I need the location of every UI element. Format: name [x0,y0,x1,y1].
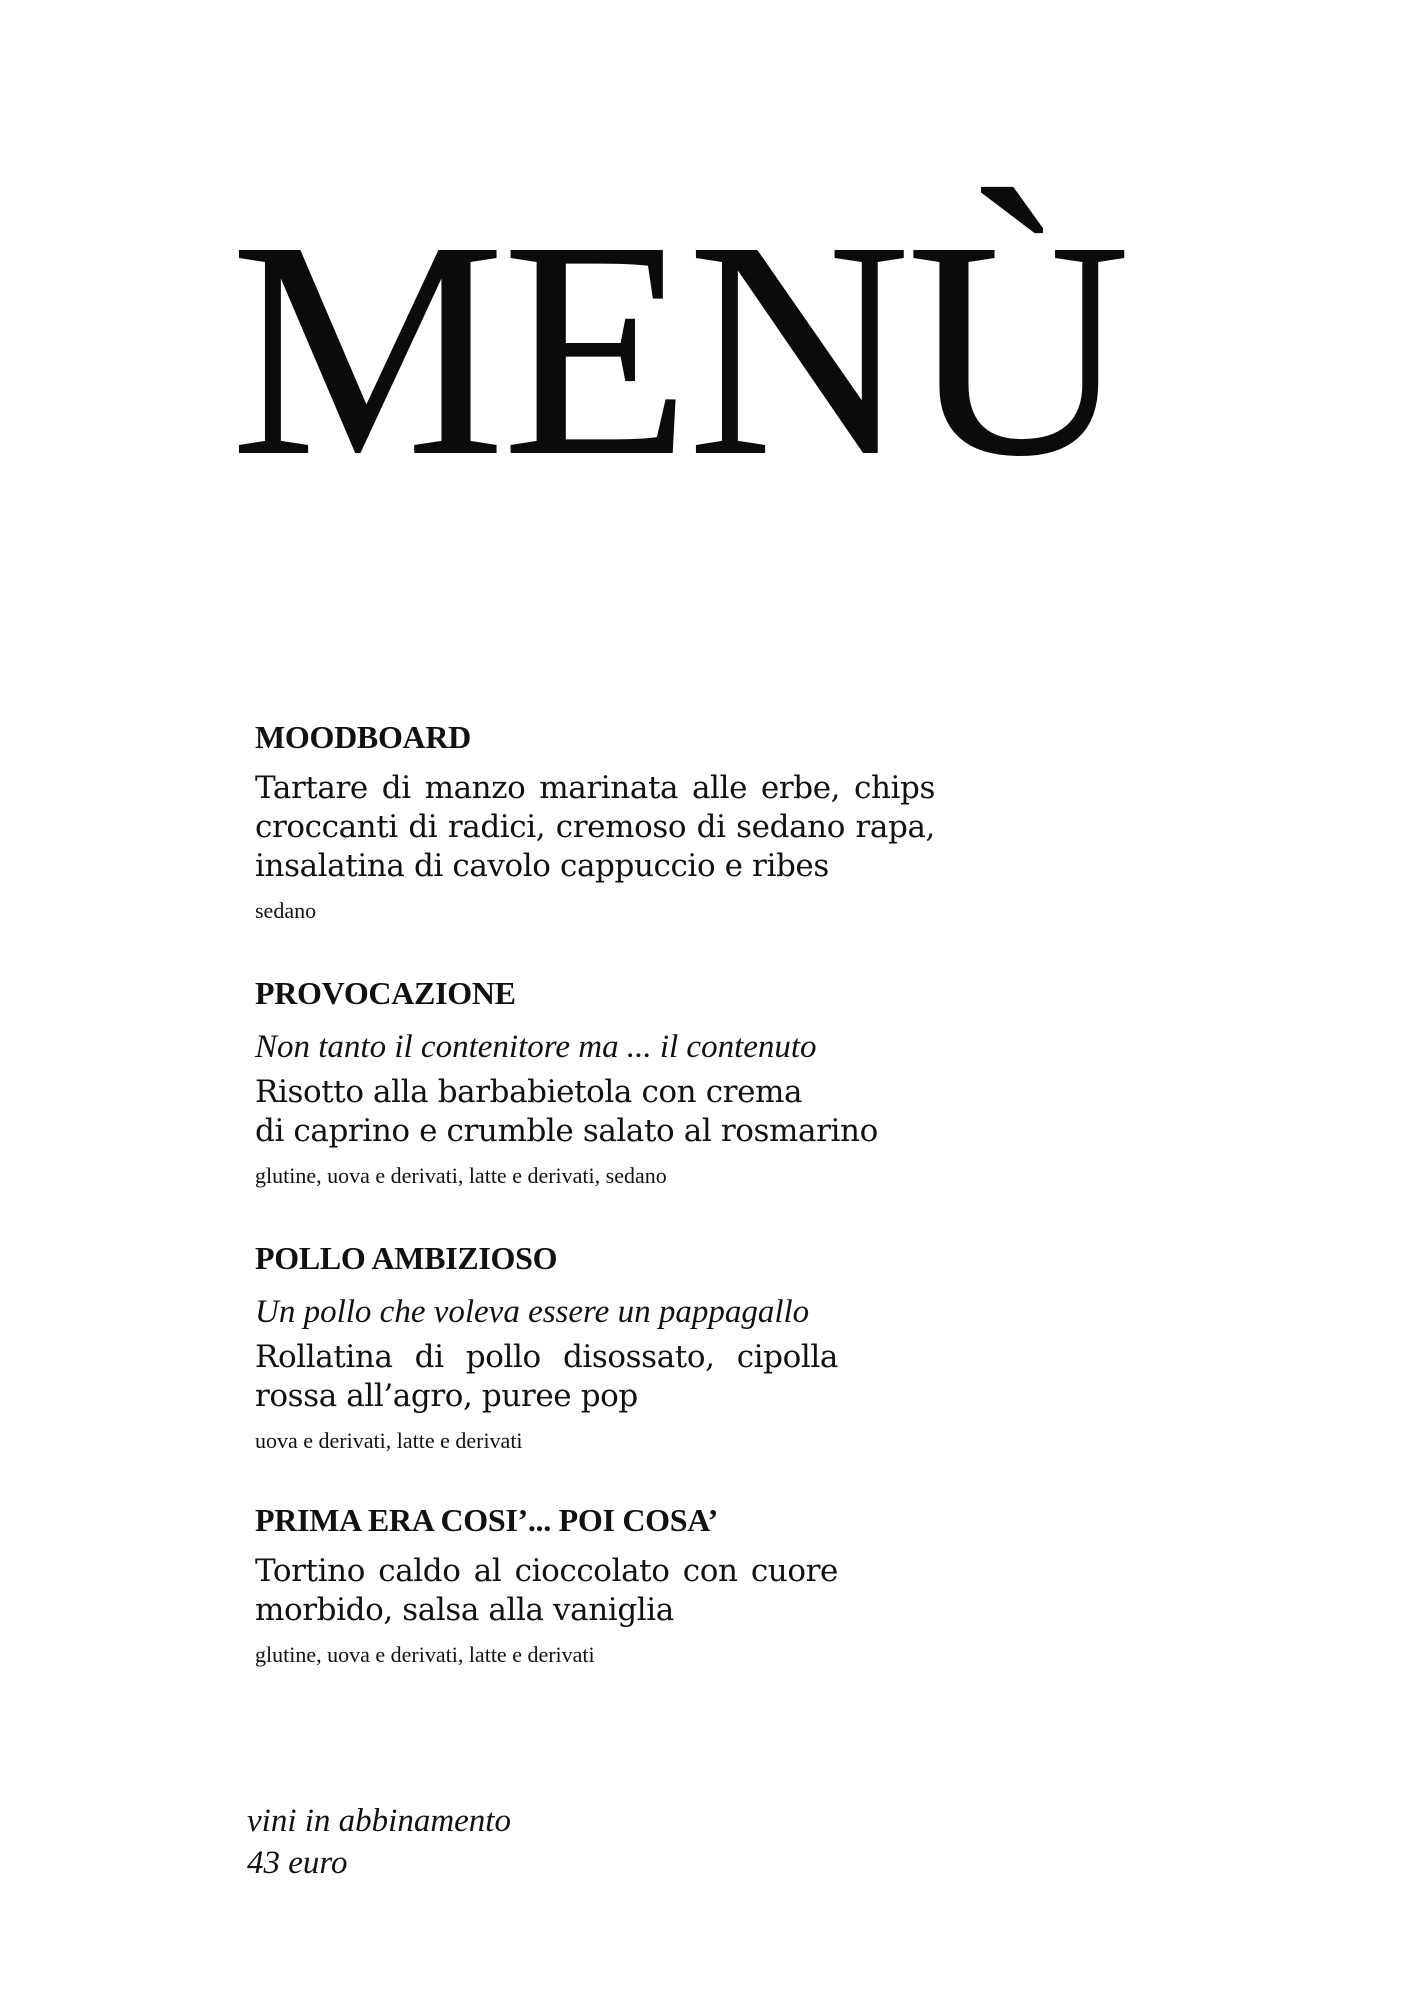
description-line: croccanti di radici, cremoso di sedano rapa, [255,809,935,845]
course-prima-era-cosi [255,1498,838,1670]
description-line: Tartare di manzo marinata alle erbe, chips [255,770,935,806]
wine-pairing-note [247,1800,747,1884]
course-description [255,1338,838,1416]
course-allergens: sedano [255,898,317,923]
course-description [255,1073,955,1151]
wine-pairing-label: vini in abbinamento [247,1803,511,1839]
course-allergens: glutine, uova e derivati, latte e derivati [255,1642,595,1667]
course-moodboard [255,715,935,926]
description-line: insalatina di cavolo cappuccio e ribes [255,848,829,884]
course-description [255,769,935,886]
description-line: morbido, salsa alla vaniglia [255,1592,674,1628]
course-name: PRIMA ERA COSI’... POI COSA’ [255,1502,719,1538]
course-list [255,715,955,1670]
description-line: Rollatina di pollo disossato, cipolla [255,1339,838,1375]
course-name: PROVOCAZIONE [255,975,516,1011]
course-pollo-ambizioso [255,1236,838,1456]
description-line: rossa all’agro, puree pop [255,1378,638,1414]
wine-pairing-price: 43 euro [247,1845,348,1881]
course-provocazione [255,971,955,1191]
course-name: POLLO AMBIZIOSO [255,1240,558,1276]
menu-title: MENÙ [230,178,1127,521]
course-name: MOODBOARD [255,719,471,755]
course-description [255,1552,838,1630]
course-tagline: Un pollo che voleva essere un pappagallo [255,1294,810,1330]
course-allergens: uova e derivati, latte e derivati [255,1428,523,1453]
course-tagline: Non tanto il contenitore ma ... il contenuto [255,1029,817,1065]
description-line: Risotto alla barbabietola con crema [255,1074,803,1110]
course-allergens: glutine, uova e derivati, latte e derivati, sedano [255,1163,667,1188]
description-line: di caprino e crumble salato al rosmarino [255,1113,878,1149]
description-line: Tortino caldo al cioccolato con cuore [255,1553,838,1589]
